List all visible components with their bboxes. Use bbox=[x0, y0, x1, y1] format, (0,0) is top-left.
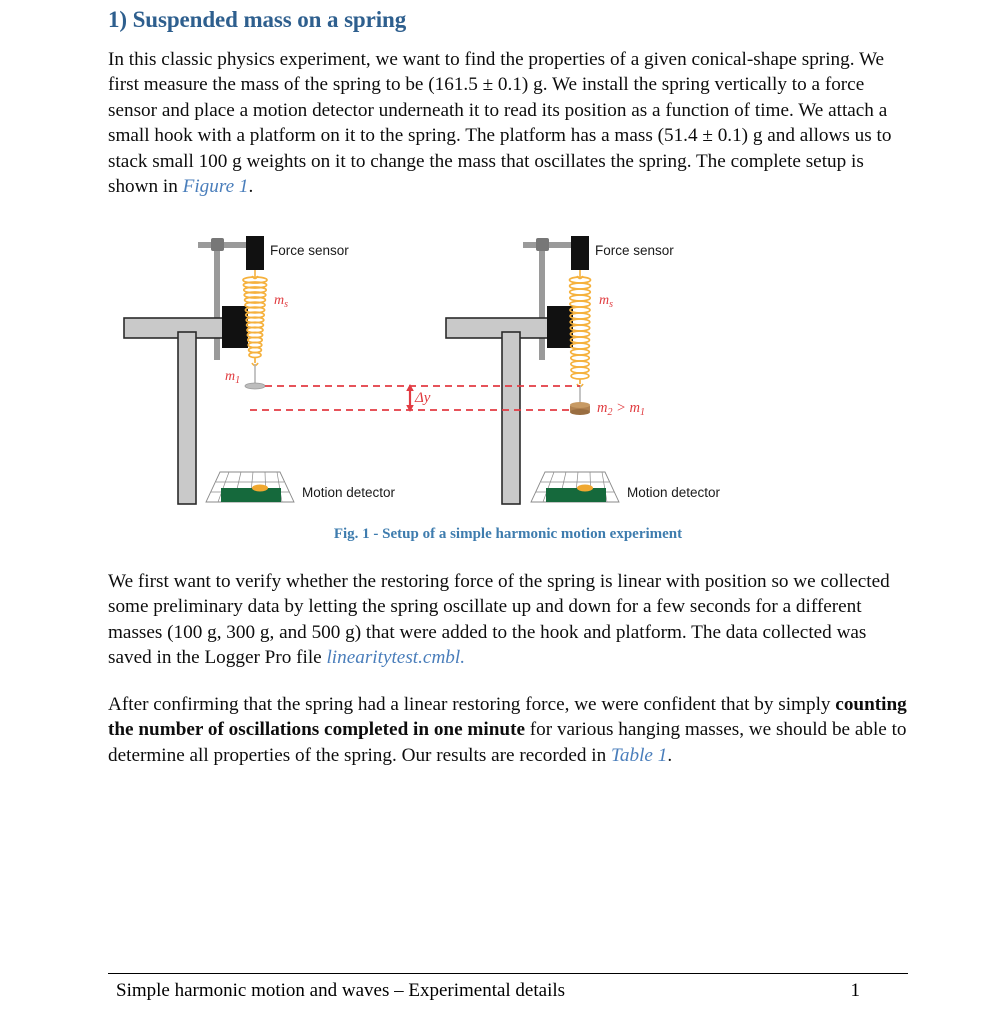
right-force-sensor-label: Force sensor bbox=[595, 242, 674, 258]
footer-row bbox=[108, 974, 908, 1002]
paragraph-intro bbox=[108, 35, 908, 200]
left-conical-spring bbox=[243, 277, 267, 366]
left-clamp-jaw bbox=[234, 306, 248, 348]
left-rod-joint bbox=[211, 238, 224, 251]
page-footer bbox=[108, 973, 908, 1002]
paragraph-oscillations-run-0: After confirming that the spring had a linear restoring force, we were confident that by simply bbox=[108, 693, 836, 715]
left-apparatus bbox=[124, 236, 396, 504]
right-support-rod bbox=[539, 244, 545, 360]
left-support-rod bbox=[214, 244, 220, 360]
right-spring-mass-label: $m_s$ bbox=[599, 292, 614, 310]
left-force-sensor-label: Force sensor bbox=[270, 242, 349, 258]
delta-y-arrow-head-up bbox=[406, 384, 414, 391]
paragraph-oscillations bbox=[108, 671, 908, 769]
figure-1 bbox=[108, 222, 908, 522]
oscillation-counting-emphasis: counting the number of oscillations completed in one minute bbox=[108, 693, 907, 741]
right-apparatus bbox=[446, 236, 721, 504]
footer-title: Simple harmonic motion and waves – Experimental details bbox=[116, 980, 566, 1001]
right-detector-lens-icon bbox=[577, 484, 593, 491]
left-motion-detector-label: Motion detector bbox=[302, 484, 396, 500]
page-title: 1) Suspended mass on a spring bbox=[108, 7, 407, 32]
left-detector-body bbox=[221, 488, 281, 502]
delta-y-arrow-head-down bbox=[406, 405, 414, 412]
paragraph-intro-run-0: In this classic physics experiment, we want to find the properties of a given conical-shape spring. We first measure the mass of the spring to be (161.5 ± 0.1) g. We install the spring vertically to a force sensor and place a motion detector underneath it to read its position as a function of time. We attach a small hook with a platform on it to the spring. The platform has a mass (51.4 ± 0.1) g and allows us to stack small 100 g weights on it to change the mass that oscillates the spring. The complete setup is shown in bbox=[108, 48, 892, 198]
left-spring-mass-label: $m_s$ bbox=[274, 292, 289, 310]
paragraph-linearity bbox=[108, 543, 908, 671]
left-force-sensor-box bbox=[246, 236, 264, 270]
paragraph-intro-run-2: . bbox=[248, 176, 254, 198]
right-motion-detector bbox=[531, 472, 619, 502]
left-motion-detector bbox=[206, 472, 294, 502]
document-content bbox=[108, 0, 908, 768]
left-hanging-mass-label: $m_1$ bbox=[225, 368, 241, 386]
right-detector-body bbox=[546, 488, 606, 502]
right-hanging-mass-label: $m_2 > m_1$ bbox=[597, 399, 646, 418]
right-rod-joint bbox=[536, 238, 549, 251]
right-stretched-spring bbox=[570, 277, 591, 387]
experiment-setup-diagram bbox=[108, 222, 908, 522]
right-motion-detector-label: Motion detector bbox=[627, 484, 721, 500]
left-bench-leg bbox=[178, 332, 196, 504]
figure-1-caption: Fig. 1 - Setup of a simple harmonic motion experiment bbox=[333, 525, 683, 542]
paragraph-oscillations-run-4: . bbox=[667, 744, 673, 766]
right-hanging-mass bbox=[570, 402, 590, 415]
paragraph-linearity-run-0: We first want to verify whether the restoring force of the spring is linear with position so we collected some preliminary data by letting the spring oscillate up and down for a few seconds for a different masses (100 g, 300 g, and 500 g) that were added to the hook and platform. The data collected was saved in the Logger Pro file bbox=[108, 570, 890, 669]
left-hanging-mass-platform bbox=[245, 383, 265, 389]
delta-y-label: Δy bbox=[415, 389, 431, 406]
right-force-sensor-box bbox=[571, 236, 589, 270]
table-1-reference-link[interactable]: Table 1 bbox=[610, 744, 668, 766]
footer-page-number: 1 bbox=[850, 980, 860, 1001]
delta-y-annotation bbox=[250, 384, 580, 412]
paragraph-oscillations-run-2: for various hanging masses, we should be able to determine all properties of the spring. Our results are recorded in bbox=[108, 719, 907, 766]
figure-1-reference-link[interactable]: Figure 1 bbox=[182, 176, 249, 198]
linearitytest-file-link[interactable]: linearitytest.cmbl. bbox=[326, 647, 466, 669]
left-detector-lens-icon bbox=[252, 484, 268, 491]
right-bench-leg bbox=[502, 332, 520, 504]
